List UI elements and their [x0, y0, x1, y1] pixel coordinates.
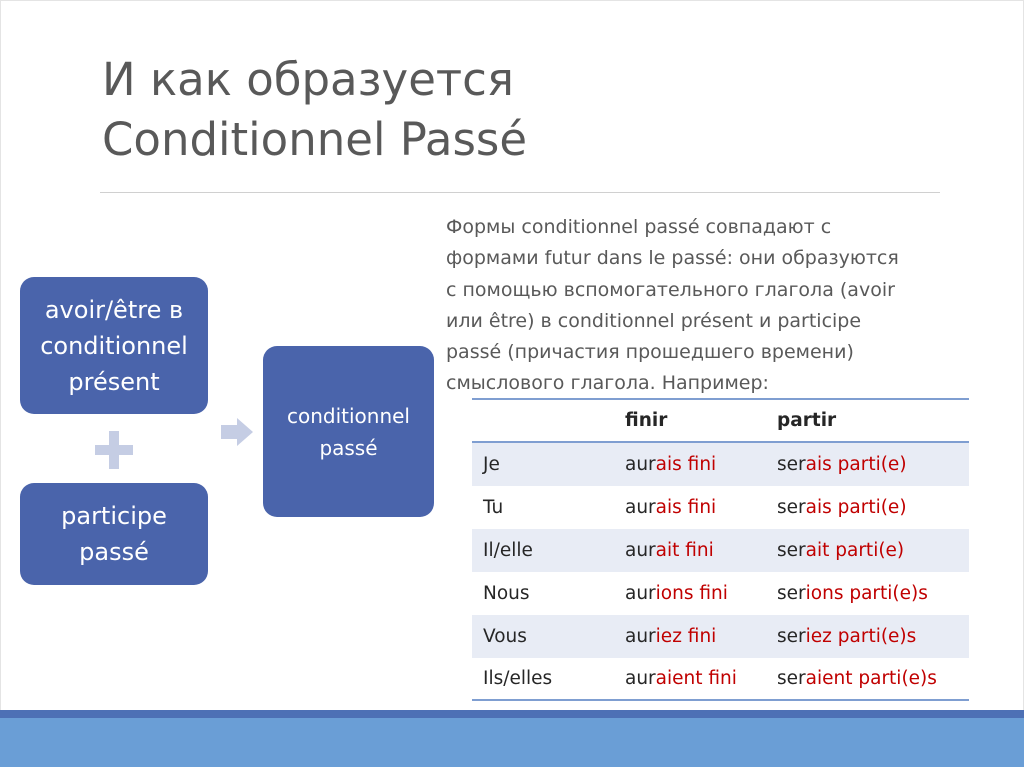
description-text	[446, 212, 1016, 400]
pronoun-cell: Tu	[483, 497, 504, 518]
stem: ser	[777, 497, 806, 518]
ending: ait parti(e)	[805, 540, 905, 561]
table-row	[472, 615, 969, 658]
title-divider	[100, 192, 940, 193]
description-line: формами futur dans le passé: они образуются	[446, 247, 899, 270]
table-header-row	[472, 399, 969, 442]
ending: aient parti(e)s	[805, 668, 937, 689]
description-line: Формы conditionnel passé совпадают с	[446, 216, 832, 238]
ending: ais parti(e)	[805, 454, 907, 475]
table-row	[472, 442, 969, 486]
ending: ais parti(e)	[805, 497, 907, 518]
stem: ser	[777, 454, 806, 475]
auxiliary-verb-box	[20, 277, 208, 414]
finir-cell	[614, 615, 766, 658]
ending: iez parti(e)s	[805, 626, 917, 647]
pronoun-cell: Nous	[483, 583, 530, 604]
table-row	[472, 658, 969, 700]
ending: ions fini	[655, 583, 728, 604]
result-box	[263, 346, 434, 517]
partir-cell	[766, 615, 969, 658]
slide-title-line-2: Conditionnel Passé	[102, 113, 528, 166]
ending: iez fini	[655, 626, 717, 647]
description-line: смыслового глагола. Например:	[446, 372, 769, 395]
result-box-line-2: passé	[319, 435, 378, 460]
description-line: или être) в conditionnel présent и participe	[446, 309, 862, 332]
pronoun-cell: Je	[472, 442, 614, 486]
pronoun-cell: Il/elle	[472, 529, 614, 572]
slide-title-line-1: И как образуется	[102, 53, 514, 106]
header-partir: partir	[766, 399, 969, 442]
finir-cell	[614, 442, 766, 486]
ending: ais fini	[655, 497, 717, 518]
ending: ait fini	[655, 540, 714, 561]
header-finir: finir	[614, 399, 766, 442]
partir-cell	[766, 658, 969, 700]
slide-title	[102, 50, 527, 170]
result-box-line-1: conditionnel	[286, 403, 410, 428]
stem: aur	[625, 668, 656, 689]
stem: aur	[625, 540, 656, 561]
partir-cell	[766, 486, 969, 529]
stem: ser	[777, 583, 806, 604]
stem: ser	[777, 540, 806, 561]
pronoun-cell: Ils/elles	[472, 658, 614, 700]
participle-box-line-2: passé	[79, 538, 149, 566]
pronoun-cell: Vous	[472, 615, 614, 658]
ending: ions parti(e)s	[805, 583, 928, 604]
stem: aur	[625, 583, 656, 604]
ending: aient fini	[655, 668, 737, 689]
plus-icon	[95, 431, 133, 469]
finir-cell	[614, 572, 766, 615]
participle-box	[20, 483, 208, 585]
arrow-right-icon	[221, 418, 253, 446]
auxiliary-verb-box-line-3: présent	[68, 367, 160, 396]
table-row	[472, 529, 969, 572]
partir-cell	[766, 442, 969, 486]
finir-cell	[614, 658, 766, 700]
stem: ser	[777, 626, 806, 647]
header-pronoun	[472, 399, 614, 442]
conjugation-table	[472, 398, 969, 701]
finir-cell	[614, 529, 766, 572]
auxiliary-verb-box-line-2: conditionnel	[40, 331, 188, 360]
ending: ais fini	[655, 454, 717, 475]
description-line: passé (причастия прошедшего времени)	[446, 341, 854, 364]
footer-accent-line	[0, 710, 1024, 718]
participle-box-line-1: participe	[61, 502, 167, 530]
stem: aur	[625, 497, 656, 518]
finir-cell	[614, 486, 766, 529]
table-row	[472, 486, 969, 529]
partir-cell	[766, 529, 969, 572]
auxiliary-verb-box-line-1: avoir/être в	[44, 295, 184, 324]
footer-band	[0, 718, 1024, 767]
description-line: с помощью вспомогательного глагола (avoir	[446, 278, 895, 301]
table-row	[472, 572, 969, 615]
stem: aur	[625, 454, 656, 475]
partir-cell	[766, 572, 969, 615]
stem: aur	[625, 626, 656, 647]
stem: ser	[777, 668, 806, 689]
